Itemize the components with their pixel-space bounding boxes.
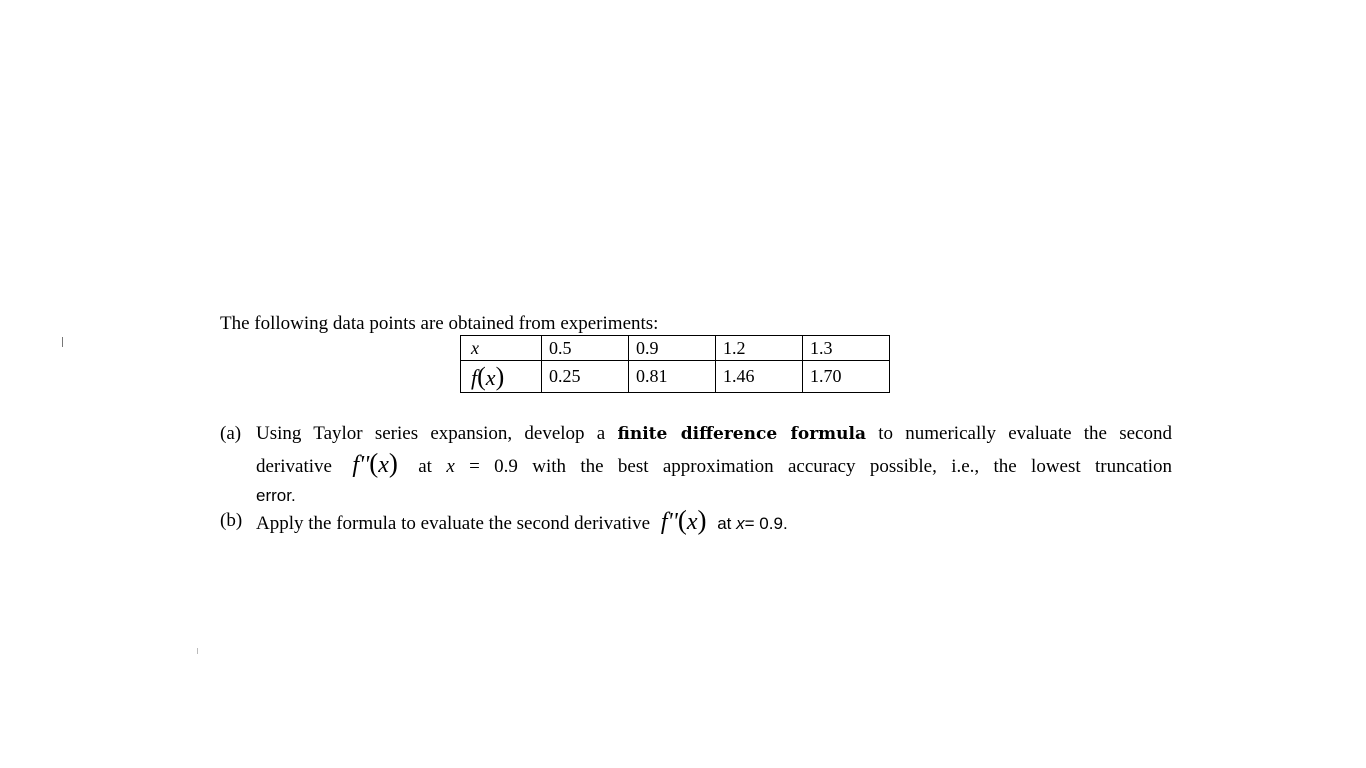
question-a-line-1: Using Taylor series expansion, develop a finite difference formula to numerically evaluate the second — [256, 423, 1172, 444]
fx-header: f(x) — [471, 361, 505, 391]
f-value-cell: 1.70 — [803, 361, 890, 393]
table-row — [461, 361, 890, 393]
x-value-cell: 0.5 — [542, 336, 629, 361]
stray-mark — [62, 337, 63, 347]
data-table — [460, 335, 890, 393]
intro-text: The following data points are obtained from experiments: — [220, 313, 659, 334]
x-value-cell: 1.3 — [803, 336, 890, 361]
question-b-label: (b) — [220, 510, 243, 531]
f-value-cell: 0.81 — [629, 361, 716, 393]
question-a-body — [256, 419, 1172, 510]
question-a-label: (a) — [220, 423, 242, 444]
question-a-line-3: error. — [256, 486, 296, 505]
second-derivative-symbol: f''(x) — [660, 505, 707, 535]
x-header-cell — [461, 336, 542, 361]
question-b-body: Apply the formula to evaluate the second derivative f''(x) at x= 0.9. — [256, 505, 788, 535]
fx-header-cell — [461, 361, 542, 393]
f-value-cell: 1.46 — [716, 361, 803, 393]
fx-func: f — [471, 364, 478, 390]
fx-arg: x — [485, 364, 496, 390]
x-header: x — [471, 337, 479, 358]
bold-term: finite difference formula — [617, 424, 866, 444]
second-derivative-symbol: f''(x) — [352, 448, 398, 478]
stray-mark — [197, 648, 198, 654]
x-value-cell: 0.9 — [629, 336, 716, 361]
table-row — [461, 336, 890, 361]
x-value-cell: 1.2 — [716, 336, 803, 361]
question-a-line-2: derivative f''(x) at x = 0.9 with the best approximation accuracy possible, i.e., the lowest truncation — [256, 448, 1173, 478]
f-value-cell: 0.25 — [542, 361, 629, 393]
